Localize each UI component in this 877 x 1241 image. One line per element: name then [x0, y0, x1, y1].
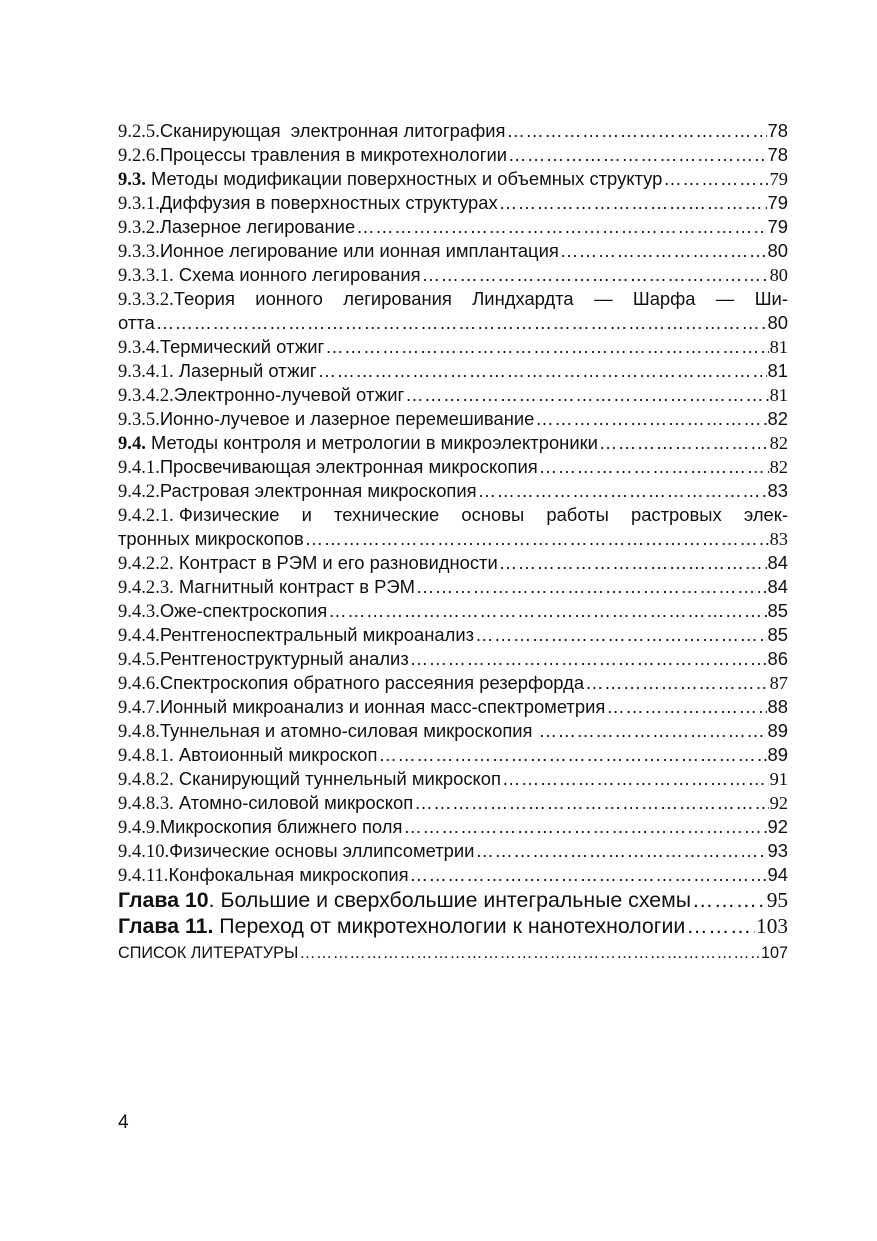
dot-leader: [403, 815, 766, 839]
chapter-page: 103: [756, 914, 788, 938]
toc-title-word: технические: [334, 504, 440, 525]
toc-entry-9-3-4-1: [118, 359, 788, 383]
toc-number: 9.4.8.3.: [118, 793, 174, 814]
toc-chapter-11: [118, 913, 788, 939]
toc-page: 94: [767, 864, 788, 885]
toc-title-word: 9.4.2.1. Физические: [118, 504, 280, 526]
toc-entry-9-4-2-3: [118, 575, 788, 599]
toc-title-word: и: [301, 504, 312, 525]
dot-leader: [328, 599, 766, 623]
toc-number: 9.3.3.: [118, 241, 160, 262]
toc-entry-9-4-9: [118, 815, 788, 839]
dot-leader: [299, 939, 760, 967]
toc-title: Просвечивающая электронная микроскопия: [159, 456, 538, 477]
toc-title-word: легирования: [343, 288, 452, 309]
toc-title: Схема ионного легирования: [173, 264, 421, 285]
toc-number: 9.4.6.: [118, 673, 160, 694]
dot-leader: [506, 119, 766, 143]
toc-number: 9.3.: [118, 169, 146, 190]
toc-number: 9.4.2.2.: [118, 553, 174, 574]
dot-leader: [356, 215, 766, 239]
toc-entry-9-4-8-1: [118, 743, 788, 767]
toc-page: 80: [769, 265, 788, 285]
toc-entry-9-4-8-2: [118, 767, 788, 791]
dot-leader: [318, 359, 767, 383]
toc-title-word: —: [715, 288, 735, 309]
dot-leader: [535, 407, 766, 431]
toc-title: Атомно-силовой микроскоп: [173, 792, 414, 813]
toc-number: 9.3.3.2.: [118, 289, 174, 310]
toc-number: 9.4.8.1.: [118, 745, 174, 766]
toc-title-word: Шарфа: [632, 288, 696, 309]
toc-number: 9.4.2.: [118, 481, 160, 502]
toc-title: Сканирующий туннельный микроскоп: [173, 768, 501, 789]
chapter-page: 95: [766, 888, 788, 912]
toc-page: 87: [769, 673, 788, 693]
toc-page: 83: [769, 529, 788, 549]
toc-page: 89: [767, 720, 788, 741]
toc-number: 9.4.: [118, 433, 146, 454]
toc-entry-9-4: [118, 431, 788, 455]
toc-title: Растровая электронная микроскопия: [159, 480, 477, 501]
toc-entry-9-4-8-3: [118, 791, 788, 815]
toc-entry-9-3-5: [118, 407, 788, 431]
dot-leader: [478, 479, 767, 503]
dot-leader: [422, 263, 769, 287]
toc-number: 9.4.8.2.: [118, 769, 174, 790]
toc-title: Электронно-лучевой отжиг: [173, 384, 405, 405]
toc-entry-9-4-4: [118, 623, 788, 647]
toc-entry-9-3-3-1: [118, 263, 788, 287]
chapter-label: Глава 10: [118, 888, 209, 912]
dot-leader: [606, 695, 766, 719]
toc-entry-9-3-3: [118, 239, 788, 263]
toc-entry-9-4-2-2: [118, 551, 788, 575]
toc-number: 9.4.2.1.: [118, 505, 174, 526]
toc-chapter-10: [118, 887, 788, 913]
dot-leader: [508, 143, 767, 167]
dot-leader: [585, 671, 769, 695]
dot-leader: [692, 887, 766, 913]
toc-title: Методы контроля и метрологии в микроэлектроники: [145, 432, 598, 453]
dot-leader: [560, 239, 767, 263]
toc-title: Рентгеноструктурный анализ: [159, 648, 409, 669]
toc-entry-9-2-5: [118, 119, 788, 143]
toc-title: Методы модификации поверхностных и объемных структур: [145, 168, 663, 189]
toc-page: 79: [767, 216, 788, 237]
toc-page: 81: [767, 360, 788, 381]
dot-leader: [499, 191, 767, 215]
bibliography-title: СПИСОК ЛИТЕРАТУРЫ: [118, 944, 299, 962]
toc-number: 9.4.1.: [118, 457, 160, 478]
toc-number: 9.4.8.: [118, 721, 160, 742]
chapter-title: Переход от микротехнологии к нанотехнологии: [213, 914, 686, 938]
toc-number: 9.4.7.: [118, 697, 160, 718]
toc-number: 9.3.4.2.: [118, 385, 174, 406]
toc-page: 81: [769, 337, 788, 357]
toc-number: 9.4.5.: [118, 649, 160, 670]
toc-title: Термический отжиг: [159, 336, 325, 357]
dot-leader: [156, 311, 767, 335]
toc-title: Спектроскопия обратного рассеяния резерфорда: [159, 672, 585, 693]
bibliography-page: 107: [760, 944, 788, 962]
toc-page: 83: [767, 480, 788, 501]
toc-title-word: ионного: [255, 288, 323, 309]
dot-leader: [410, 863, 767, 887]
toc-number: 9.3.1.: [118, 193, 160, 214]
toc-title: Конфокальная микроскопия: [168, 864, 409, 885]
toc-page: 81: [769, 385, 788, 405]
toc-entry-9-3-4-2: [118, 383, 788, 407]
toc-page: 79: [767, 192, 788, 213]
toc-page: 78: [767, 144, 788, 165]
toc-title: Ионный микроанализ и ионная масс-спектрометрия: [159, 696, 606, 717]
toc-entry-9-2-6: [118, 143, 788, 167]
chapter-title: . Большие и сверхбольшие интегральные схемы: [208, 888, 692, 912]
dot-leader: [663, 167, 768, 191]
chapter-label: Глава 11.: [118, 914, 214, 938]
dot-leader: [405, 383, 768, 407]
toc-entry-9-3: [118, 167, 788, 191]
toc-number: 9.3.4.1.: [118, 361, 174, 382]
toc-entry-9-3-2: [118, 215, 788, 239]
toc-title: Сканирующая электронная литография: [159, 120, 506, 141]
toc-title: Контраст в РЭМ и его разновидности: [173, 552, 498, 573]
toc-page: 82: [769, 457, 788, 477]
toc-page: 86: [767, 648, 788, 669]
toc-title-word: Линдхардта: [472, 288, 574, 309]
toc-entry-9-3-3-2: [118, 287, 788, 311]
dot-leader: [539, 455, 769, 479]
toc-title: Оже-спектроскопия: [159, 600, 328, 621]
toc-page: 92: [767, 816, 788, 837]
toc-number: 9.4.4.: [118, 625, 160, 646]
toc-page: 92: [769, 793, 788, 813]
toc-number: 9.3.3.1.: [118, 265, 174, 286]
dot-leader: [475, 839, 766, 863]
dot-leader: [686, 913, 755, 939]
toc-number: 9.4.9.: [118, 817, 160, 838]
dot-leader: [416, 575, 767, 599]
toc-page: 79: [769, 169, 788, 189]
toc-page: 89: [767, 744, 788, 765]
toc-title: Ионно-лучевое и лазерное перемешивание: [159, 408, 535, 429]
toc-title: Рентгеноспектральный микроанализ: [159, 624, 475, 645]
dot-leader: [305, 527, 769, 551]
toc-entry-9-4-2: [118, 479, 788, 503]
toc-title-word: Ши-: [754, 288, 788, 309]
toc-page: 82: [769, 433, 788, 453]
toc-entry-9-4-10: [118, 839, 788, 863]
toc-title: Автоионный микроскоп: [173, 744, 378, 765]
toc-entry-9-3-4: [118, 335, 788, 359]
toc-title-word: работы: [546, 504, 609, 525]
toc-title: Туннельная и атомно-силовая микроскопия: [159, 720, 538, 741]
toc-page: 84: [767, 576, 788, 597]
toc-entry-9-4-2-1: [118, 503, 788, 527]
toc-title: Лазерный отжиг: [173, 360, 317, 381]
dot-leader: [325, 335, 768, 359]
toc-number: 9.3.5.: [118, 409, 160, 430]
toc-page: 91: [769, 769, 788, 789]
toc-entry-9-4-7: [118, 695, 788, 719]
toc-number: 9.4.10.: [118, 841, 170, 862]
toc-entry-9-4-8: [118, 719, 788, 743]
toc-title: Магнитный контраст в РЭМ: [173, 576, 415, 597]
dot-leader: [539, 719, 767, 743]
toc-number: 9.4.2.3.: [118, 577, 174, 598]
toc-number: 9.2.5.: [118, 121, 160, 142]
toc-page: 80: [767, 240, 788, 261]
toc-title: Ионное легирование или ионная имплантация: [159, 240, 559, 261]
toc-entry-9-4-1: [118, 455, 788, 479]
toc-title: Процессы травления в микротехнологии: [159, 144, 508, 165]
toc-entry-9-4-2-1-cont: [118, 527, 788, 551]
toc-title: Лазерное легирование: [159, 216, 356, 237]
dot-leader: [499, 551, 767, 575]
toc-page: 93: [767, 840, 788, 861]
toc-number: 9.4.3.: [118, 601, 160, 622]
toc-title: Физические основы эллипсометрии: [169, 840, 475, 861]
table-of-contents: [118, 119, 788, 967]
toc-page: 78: [767, 120, 788, 141]
dot-leader: [599, 431, 769, 455]
toc-page: 84: [767, 552, 788, 573]
toc-entry-9-4-11: [118, 863, 788, 887]
dot-leader: [475, 623, 766, 647]
toc-number: 9.3.2.: [118, 217, 160, 238]
toc-number: 9.4.11.: [118, 865, 169, 886]
toc-entry-9-3-1: [118, 191, 788, 215]
toc-number: 9.3.4.: [118, 337, 160, 358]
toc-title-word: элек-: [743, 504, 788, 525]
page-number: 4: [118, 1112, 129, 1133]
dot-leader: [414, 791, 768, 815]
toc-page: 82: [767, 408, 788, 429]
toc-title: тронных микроскопов: [118, 528, 304, 549]
dot-leader: [378, 743, 766, 767]
toc-page: 85: [767, 624, 788, 645]
toc-entry-9-4-3: [118, 599, 788, 623]
toc-page: 88: [767, 696, 788, 717]
toc-entry-9-3-3-2-cont: [118, 311, 788, 335]
toc-title: Диффузия в поверхностных структурах: [159, 192, 498, 213]
toc-bibliography: [118, 939, 788, 967]
toc-title-word: —: [594, 288, 613, 309]
toc-title: Микроскопия ближнего поля: [159, 816, 403, 837]
toc-title-word: основы: [461, 504, 525, 525]
dot-leader: [410, 647, 767, 671]
toc-title-word: растровых: [630, 504, 722, 525]
toc-title: отта: [118, 312, 155, 333]
toc-page: 85: [767, 600, 788, 621]
toc-entry-9-4-6: [118, 671, 788, 695]
toc-entry-9-4-5: [118, 647, 788, 671]
dot-leader: [502, 767, 769, 791]
toc-title-word: 9.3.3.2.Теория: [118, 288, 235, 310]
toc-number: 9.2.6.: [118, 145, 160, 166]
toc-page: 80: [767, 312, 788, 333]
